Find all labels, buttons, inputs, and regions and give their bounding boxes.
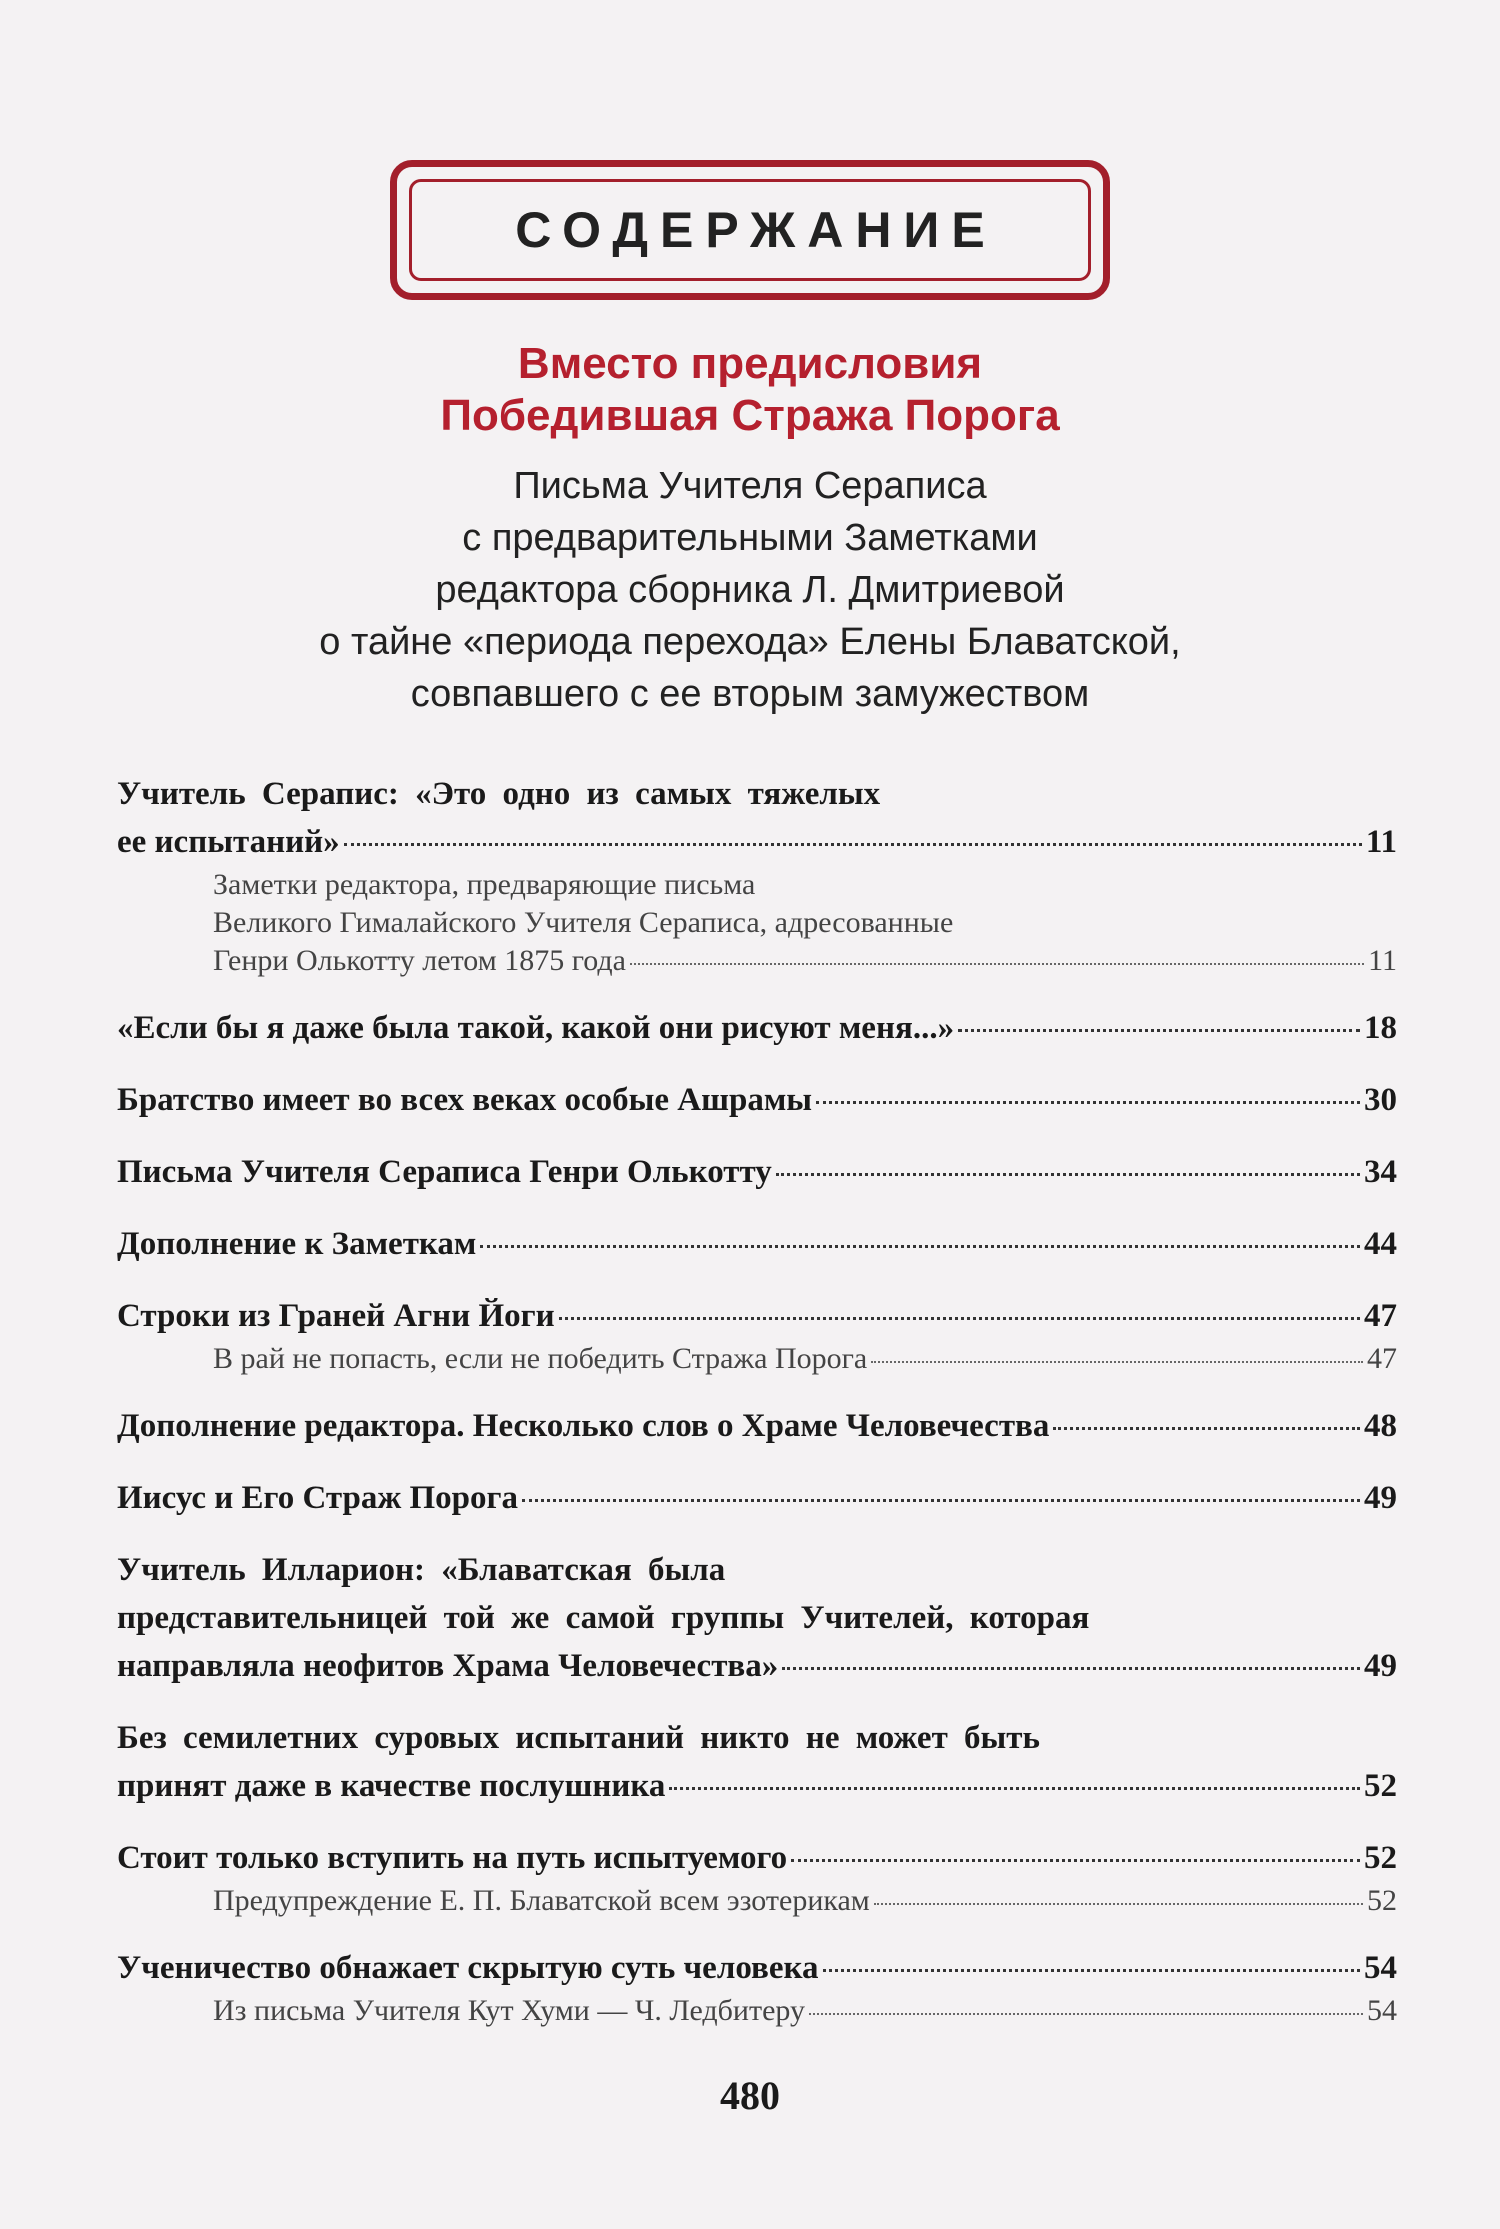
toc-entry-title: Учитель Серапис: «Это одно из самых тяжелых bbox=[117, 776, 881, 812]
toc-page-number: 30 bbox=[1364, 1082, 1397, 1118]
dot-leader bbox=[871, 1361, 1363, 1363]
toc-page-number: 47 bbox=[1364, 1298, 1397, 1334]
toc-entry-title: Учитель Илларион: «Блаватская была bbox=[117, 1552, 726, 1588]
dot-leader bbox=[809, 2013, 1363, 2015]
intro-subtitle-line: редактора сборника Л. Дмитриевой bbox=[435, 569, 1065, 611]
toc-page-number: 11 bbox=[1368, 944, 1397, 977]
dot-leader bbox=[559, 1317, 1360, 1320]
dot-leader bbox=[669, 1787, 1360, 1790]
toc-entry[interactable] bbox=[117, 1402, 1397, 1450]
toc-page-number: 49 bbox=[1364, 1648, 1397, 1684]
toc-entry-line bbox=[117, 1402, 1397, 1450]
toc-entry[interactable] bbox=[117, 1944, 1397, 2030]
toc-entry[interactable] bbox=[117, 1474, 1397, 1522]
intro-heading bbox=[0, 338, 1500, 442]
dot-leader bbox=[791, 1859, 1360, 1862]
toc-entry[interactable] bbox=[117, 1292, 1397, 1378]
dot-leader bbox=[816, 1101, 1360, 1104]
toc-entry-title: «Если бы я даже была такой, какой они рисуют меня...» bbox=[117, 1010, 955, 1046]
toc-page-number: 52 bbox=[1364, 1840, 1397, 1876]
toc-entry-title: ее испытаний» bbox=[117, 824, 340, 860]
toc-page-number: 18 bbox=[1364, 1010, 1397, 1046]
dot-leader bbox=[522, 1499, 1360, 1502]
toc-subentry-line bbox=[117, 1992, 1397, 2030]
toc-subentry-title: Генри Олькотту летом 1875 года bbox=[213, 944, 626, 977]
toc-entry-title: Без семилетних суровых испытаний никто не может быть bbox=[117, 1720, 1040, 1756]
toc-entry-line bbox=[117, 1292, 1397, 1340]
toc-entry[interactable] bbox=[117, 1834, 1397, 1920]
intro-subtitle-line: с предварительными Заметками bbox=[462, 517, 1038, 559]
toc-entry-line bbox=[117, 1944, 1397, 1992]
toc-entry-title: представительницей той же самой группы Учителей, которая bbox=[117, 1600, 1090, 1636]
toc-entry[interactable] bbox=[117, 1546, 1397, 1690]
toc-subentry-title: Предупреждение Е. П. Блаватской всем эзотерикам bbox=[213, 1884, 870, 1917]
toc-entry-line bbox=[117, 1220, 1397, 1268]
toc-subentry-line bbox=[117, 942, 1397, 980]
toc-page-number: 49 bbox=[1364, 1480, 1397, 1516]
dot-leader bbox=[630, 963, 1364, 965]
dot-leader bbox=[958, 1029, 1360, 1032]
toc-entry-line bbox=[117, 1004, 1397, 1052]
toc-page-number: 52 bbox=[1367, 1884, 1397, 1917]
page-number: 480 bbox=[720, 2073, 780, 2118]
toc-page-number: 48 bbox=[1364, 1408, 1397, 1444]
dot-leader bbox=[823, 1969, 1361, 1972]
page-title: СОДЕРЖАНИЕ bbox=[515, 202, 997, 258]
toc-entry-title: Строки из Граней Агни Йоги bbox=[117, 1298, 555, 1334]
dot-leader bbox=[782, 1667, 1360, 1670]
toc-entry[interactable] bbox=[117, 1076, 1397, 1124]
toc-subentry-line bbox=[117, 1340, 1397, 1378]
toc-page-number: 54 bbox=[1364, 1950, 1397, 1986]
toc-entry-line bbox=[117, 1076, 1397, 1124]
toc-entry-line bbox=[117, 1474, 1397, 1522]
toc-subentry-title: Великого Гималайского Учителя Сераписа, адресованные bbox=[213, 906, 954, 939]
table-of-contents bbox=[117, 770, 1397, 2054]
toc-entry-line bbox=[117, 1834, 1397, 1882]
toc-entry-title: направляла неофитов Храма Человечества» bbox=[117, 1648, 779, 1684]
toc-entry-title: Дополнение редактора. Несколько слов о Храме Человечества bbox=[117, 1408, 1050, 1444]
intro-subtitle bbox=[0, 460, 1500, 720]
dot-leader bbox=[776, 1173, 1360, 1176]
intro-subtitle-line: о тайне «периода перехода» Елены Блаватской, bbox=[319, 621, 1181, 663]
toc-entry-line bbox=[117, 1762, 1397, 1810]
toc-entry-title: Стоит только вступить на путь испытуемого bbox=[117, 1840, 788, 1876]
dot-leader bbox=[344, 843, 1362, 846]
toc-page-number: 11 bbox=[1365, 824, 1397, 860]
toc-entry-line bbox=[117, 1148, 1397, 1196]
toc-entry[interactable] bbox=[117, 1714, 1397, 1810]
toc-subentry-title: Из письма Учителя Кут Хуми — Ч. Ледбитеру bbox=[213, 1994, 806, 2027]
toc-subentry-line bbox=[117, 1882, 1397, 1920]
intro-heading-line: Победившая Стража Порога bbox=[440, 391, 1060, 440]
toc-entry-title: Письма Учителя Сераписа Генри Олькотту bbox=[117, 1154, 772, 1190]
intro-subtitle-line: совпавшего с ее вторым замужеством bbox=[410, 673, 1090, 715]
toc-page-number: 34 bbox=[1364, 1154, 1397, 1190]
toc-entry[interactable] bbox=[117, 1148, 1397, 1196]
dot-leader bbox=[480, 1245, 1360, 1248]
toc-page-number: 44 bbox=[1364, 1226, 1397, 1262]
toc-entry-line bbox=[117, 818, 1397, 866]
toc-subentry-title: В рай не попасть, если не победить Стража Порога bbox=[213, 1342, 868, 1375]
toc-entry-title: Иисус и Его Страж Порога bbox=[117, 1480, 519, 1516]
toc-subentry-title: Заметки редактора, предваряющие письма bbox=[213, 868, 756, 901]
intro-subtitle-line: Письма Учителя Сераписа bbox=[513, 465, 987, 507]
toc-entry-title: Ученичество обнажает скрытую суть человека bbox=[117, 1950, 819, 1986]
dot-leader bbox=[1053, 1427, 1360, 1430]
toc-entry[interactable] bbox=[117, 770, 1397, 980]
toc-entry-line bbox=[117, 1642, 1397, 1690]
title-frame bbox=[390, 160, 1110, 300]
toc-page-number: 54 bbox=[1367, 1994, 1397, 2027]
dot-leader bbox=[874, 1903, 1363, 1905]
toc-entry-title: Братство имеет во всех веках особые Ашрамы bbox=[117, 1082, 813, 1118]
toc-entry-title: Дополнение к Заметкам bbox=[117, 1226, 477, 1262]
toc-page-number: 52 bbox=[1364, 1768, 1397, 1804]
intro-heading-line: Вместо предисловия bbox=[517, 339, 983, 388]
title-frame-inner bbox=[409, 179, 1091, 281]
toc-entry-title: принят даже в качестве послушника bbox=[117, 1768, 666, 1804]
toc-entry[interactable] bbox=[117, 1220, 1397, 1268]
toc-entry[interactable] bbox=[117, 1004, 1397, 1052]
toc-page-number: 47 bbox=[1367, 1342, 1397, 1375]
